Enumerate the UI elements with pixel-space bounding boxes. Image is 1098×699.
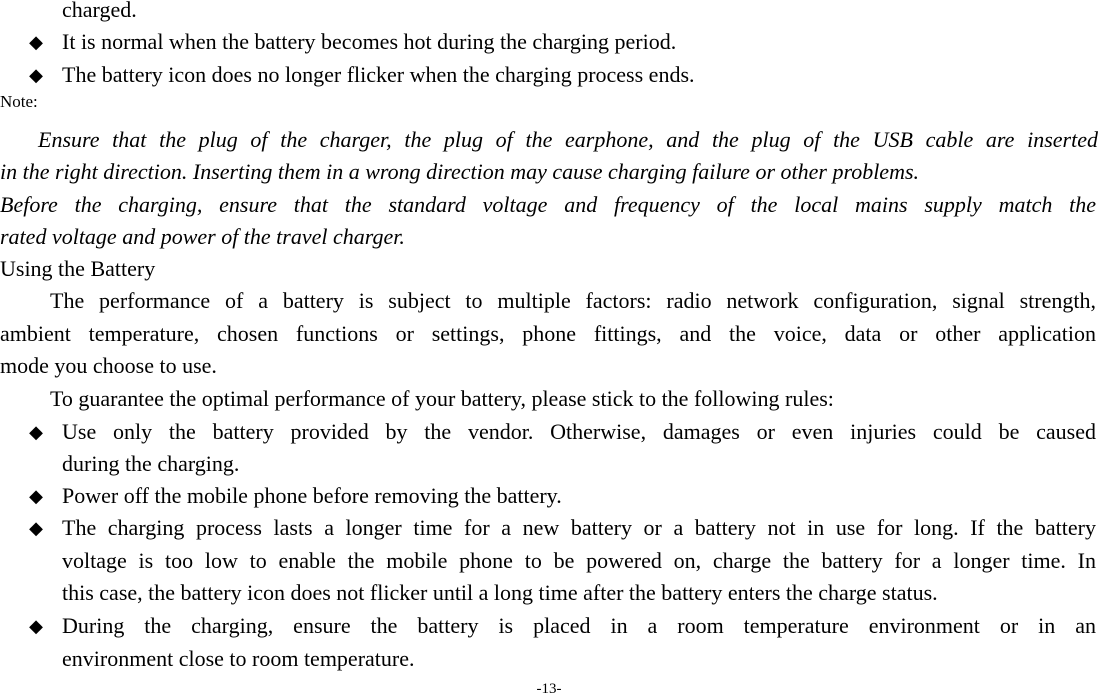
bullet-text: Use only the battery provided by the vendor. Otherwise, damages or even injuries could be caused: [62, 419, 1096, 444]
diamond-bullet-icon: ◆: [29, 616, 43, 636]
section-heading: Using the Battery: [0, 256, 156, 281]
note-paragraph-line: Before the charging, ensure that the standard voltage and frequency of the local mains supply match the: [0, 192, 1096, 217]
paragraph-line: mode you choose to use.: [0, 353, 217, 378]
bullet-text: during the charging.: [62, 451, 240, 476]
bullet-text: environment close to room temperature.: [62, 646, 415, 671]
bullet-text: The battery icon does no longer flicker when the charging process ends.: [62, 62, 695, 87]
bullet-text: It is normal when the battery becomes hot during the charging period.: [62, 29, 677, 54]
note-label: Note:: [0, 92, 38, 111]
bullet-text: The charging process lasts a longer time for a new battery or a battery not in use for long. If the battery: [62, 515, 1096, 540]
bullet-text: During the charging, ensure the battery is placed in a room temperature environment or in an: [62, 613, 1096, 638]
diamond-bullet-icon: ◆: [29, 32, 43, 52]
bullet-text: Power off the mobile phone before removing the battery.: [62, 483, 562, 508]
note-paragraph-line: in the right direction. Inserting them in a wrong direction may cause charging failure or other problems.: [0, 159, 920, 184]
diamond-bullet-icon: ◆: [29, 422, 43, 442]
diamond-bullet-icon: ◆: [29, 486, 43, 506]
bullet-text: voltage is too low to enable the mobile phone to be powered on, charge the battery for a longer time. In: [62, 548, 1096, 573]
paragraph-line: ambient temperature, chosen functions or settings, phone fittings, and the voice, data or other application: [0, 321, 1096, 346]
bullet-text: this case, the battery icon does not flicker until a long time after the battery enters the charge status.: [62, 580, 938, 605]
continuation-text: charged.: [62, 0, 137, 22]
page-number: -13-: [536, 681, 562, 697]
document-page: charged. ◆ It is normal when the battery becomes hot during the charging period. ◆ The battery icon does no longer flicker when the charging process ends. Note: Ensure that the plug of the charger, the plug of the earphone, and the plug of the USB cable are inserted in the right direction. Inserting them in a wrong direction may cause charging failure or other problems. Before the charging, ensure that the standard voltage and frequency of the local mains supply match the rated voltage and power of the travel charger. Using the Battery The performance of a battery is subject to multiple factors: radio network configuration, signal strength, ambient temperature, chosen functions or settings, phone fittings, and the voice, data or other application mode you choose to use. To guarantee the optimal performance of your battery, please stick to the following rules: ◆ Use only the battery provided by the vendor. Otherwise, damages or even injuries could be caused during the charging. ◆ Power off the mobile phone before removing the battery. ◆ The charging process lasts a longer time for a new battery or a battery not in use for long. If the battery voltage is too low to enable the mobile phone to be powered on, charge the battery for a longer time. In this case, the battery icon does not flicker until a long time after the battery enters the charge status. ◆ During the charging, ensure the battery is placed in a room temperature environment or in an environment close to room temperature. -13-: [0, 0, 1098, 698]
diamond-bullet-icon: ◆: [29, 65, 43, 85]
note-paragraph-line: rated voltage and power of the travel charger.: [0, 224, 405, 249]
diamond-bullet-icon: ◆: [29, 518, 43, 538]
